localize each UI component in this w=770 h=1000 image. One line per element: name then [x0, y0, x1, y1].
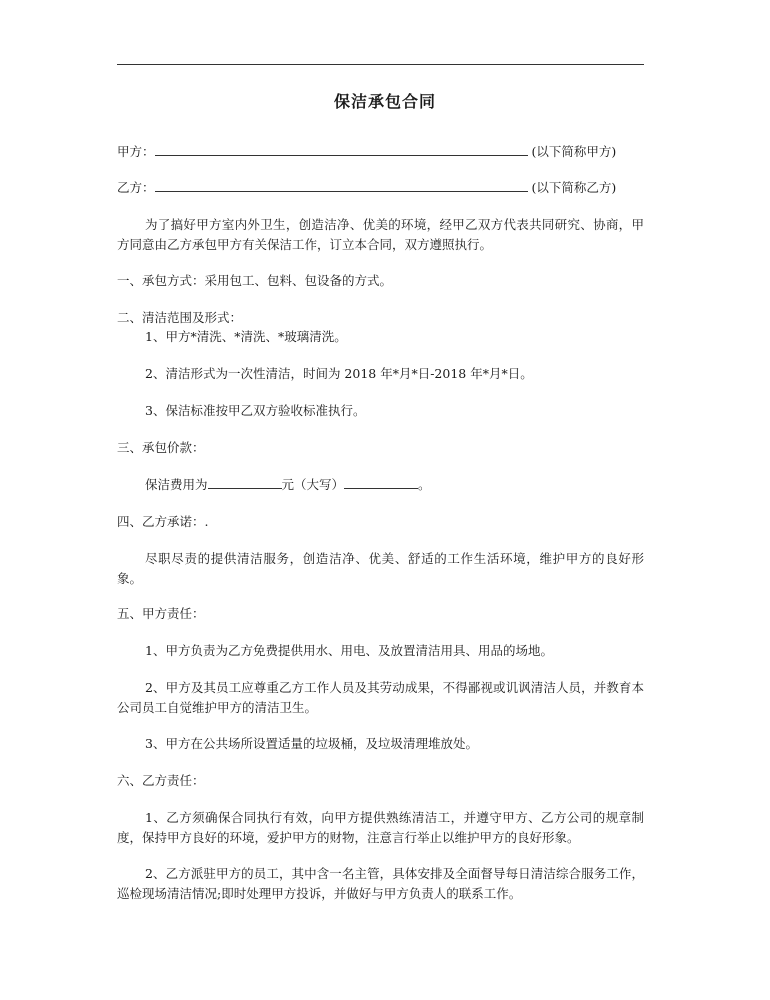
fee-mid: 元（大写） — [281, 477, 345, 492]
section-6-item-1: 1、乙方须确保合同执行有效，向甲方提供熟练清洁工，并遵守甲方、乙方公司的规章制度，保持甲方良好的环境，爱护甲方的财物，注意言行举止以维护甲方的良好形象。 — [117, 810, 644, 845]
party-a-blank[interactable] — [155, 142, 528, 156]
section-5-heading: 五、甲方责任： — [117, 606, 205, 621]
header-rule — [117, 64, 644, 65]
fee-amount-blank[interactable] — [208, 475, 282, 489]
party-b-suffix: (以下简称乙方) — [531, 180, 617, 195]
party-b-line — [117, 178, 644, 198]
party-a-suffix: (以下简称甲方) — [531, 144, 617, 159]
section-4-heading: 四、乙方承诺：. — [117, 514, 209, 529]
section-2-heading: 二、清洁范围及形式： — [117, 310, 243, 325]
party-a-label: 甲方： — [117, 144, 155, 159]
section-5-item-3: 3、甲方在公共场所设置适量的垃圾桶，及垃圾清理堆放处。 — [145, 736, 478, 751]
section-3-heading: 三、承包价款： — [117, 440, 205, 455]
party-b-blank[interactable] — [155, 178, 528, 192]
section-6-item-2: 2、乙方派驻甲方的员工，其中含一名主管，具体安排及全面督导每日清洁综合服务工作，巡检现场清洁情况;即时处理甲方投诉，并做好与甲方负责人的联系工作。 — [117, 866, 644, 901]
fee-capital-blank[interactable] — [344, 475, 418, 489]
fee-end: 。 — [418, 477, 431, 492]
section-5-item-1: 1、甲方负责为乙方免费提供用水、用电、及放置清洁用具、用品的场地。 — [145, 643, 553, 658]
section-5-item-2: 2、甲方及其员工应尊重乙方工作人员及其劳动成果，不得鄙视或讥讽清洁人员，并教育本公司员工自觉维护甲方的清洁卫生。 — [117, 680, 644, 715]
section-2-item-3: 3、保洁标准按甲乙双方验收标准执行。 — [145, 403, 366, 418]
fee-line — [145, 475, 645, 495]
party-a-line — [117, 142, 644, 162]
page-title: 保洁承包合同 — [333, 92, 436, 111]
party-b-label: 乙方： — [117, 180, 155, 195]
section-1: 一、承包方式：采用包工、包料、包设备的方式。 — [117, 273, 393, 288]
section-6-heading: 六、乙方责任： — [117, 773, 205, 788]
intro-paragraph: 为了搞好甲方室内外卫生，创造洁净、优美的环境，经甲乙双方代表共同研究、协商，甲方同意由乙方承包甲方有关保洁工作，订立本合同，双方遵照执行。 — [117, 217, 644, 252]
section-2-item-2: 2、清洁形式为一次性清洁，时间为 2018 年*月*日-2018 年*月*日。 — [145, 366, 533, 381]
section-2-item-1: 1、甲方*清洗、*清洗、*玻璃清洗。 — [145, 329, 347, 344]
fee-prefix: 保洁费用为 — [145, 477, 208, 492]
section-4-body: 尽职尽责的提供清洁服务，创造洁净、优美、舒适的工作生活环境，维护甲方的良好形象。 — [117, 551, 644, 586]
